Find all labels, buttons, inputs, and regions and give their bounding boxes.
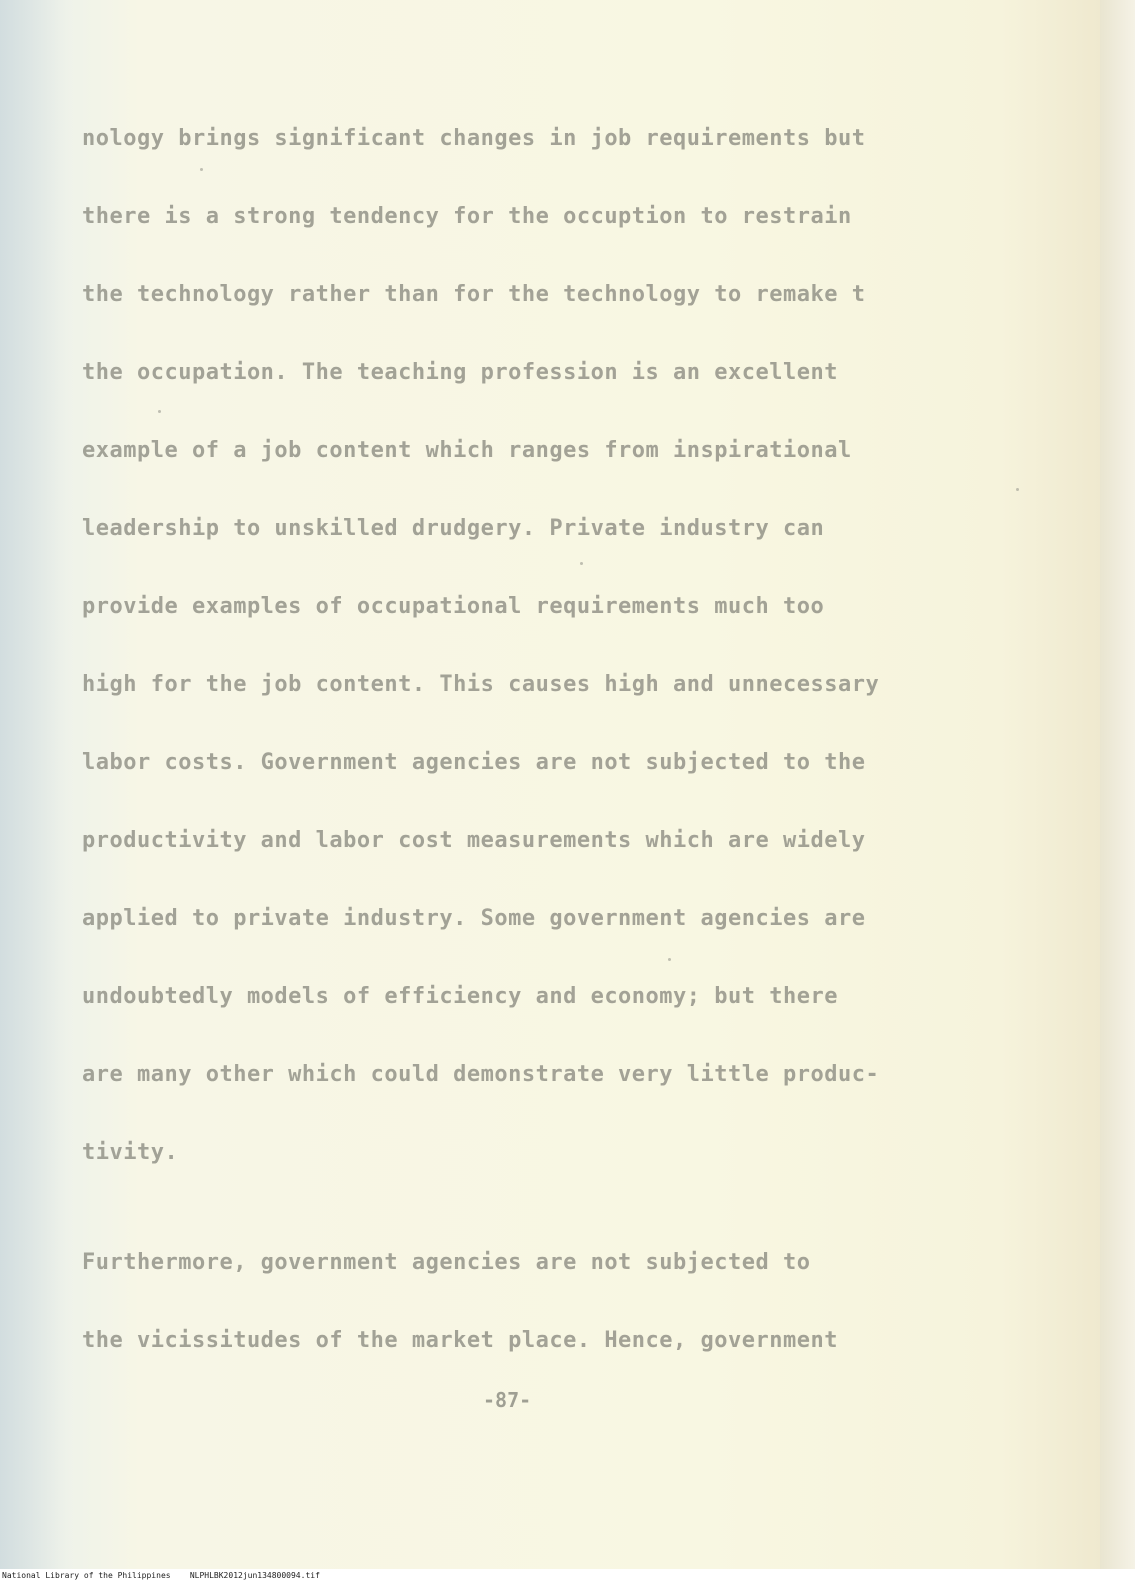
footer-library: National Library of the Philippines bbox=[2, 1571, 171, 1580]
text-line-11: applied to private industry. Some government agencies are bbox=[82, 906, 866, 931]
text-line-2: there is a strong tendency for the occuption to restrain bbox=[82, 204, 852, 229]
text-line-16: Furthermore, government agencies are not subjected to bbox=[82, 1250, 811, 1275]
scan-speck bbox=[200, 168, 203, 171]
text-line-17: the vicissitudes of the market place. Hence, government bbox=[82, 1328, 838, 1353]
text-line-13: are many other which could demonstrate very little produc- bbox=[82, 1062, 880, 1087]
text-line-8: high for the job content. This causes high and unnecessary bbox=[82, 672, 880, 697]
scan-edge bbox=[1100, 0, 1135, 1569]
text-line-9: labor costs. Government agencies are not subjected to the bbox=[82, 750, 866, 775]
footer-file: NLPHLBK2012jun134800094.tif bbox=[189, 1571, 320, 1580]
text-line-10: productivity and labor cost measurements which are widely bbox=[82, 828, 866, 853]
page-number: -87- bbox=[483, 1388, 532, 1412]
text-line-14: tivity. bbox=[82, 1140, 179, 1165]
text-line-1: nology brings significant changes in job requirements but bbox=[82, 126, 866, 151]
footer-caption bbox=[2, 1571, 320, 1581]
scan-speck bbox=[158, 410, 161, 413]
scan-speck bbox=[580, 562, 583, 565]
text-line-3: the technology rather than for the technology to remake t bbox=[82, 282, 866, 307]
text-line-7: provide examples of occupational requirements much too bbox=[82, 594, 825, 619]
scan-speck bbox=[668, 958, 671, 961]
text-line-5: example of a job content which ranges from inspirational bbox=[82, 438, 852, 463]
text-line-12: undoubtedly models of efficiency and economy; but there bbox=[82, 984, 838, 1009]
scan-speck bbox=[1016, 488, 1019, 491]
text-line-4: the occupation. The teaching profession is an excellent bbox=[82, 360, 838, 385]
text-line-6: leadership to unskilled drudgery. Private industry can bbox=[82, 516, 825, 541]
